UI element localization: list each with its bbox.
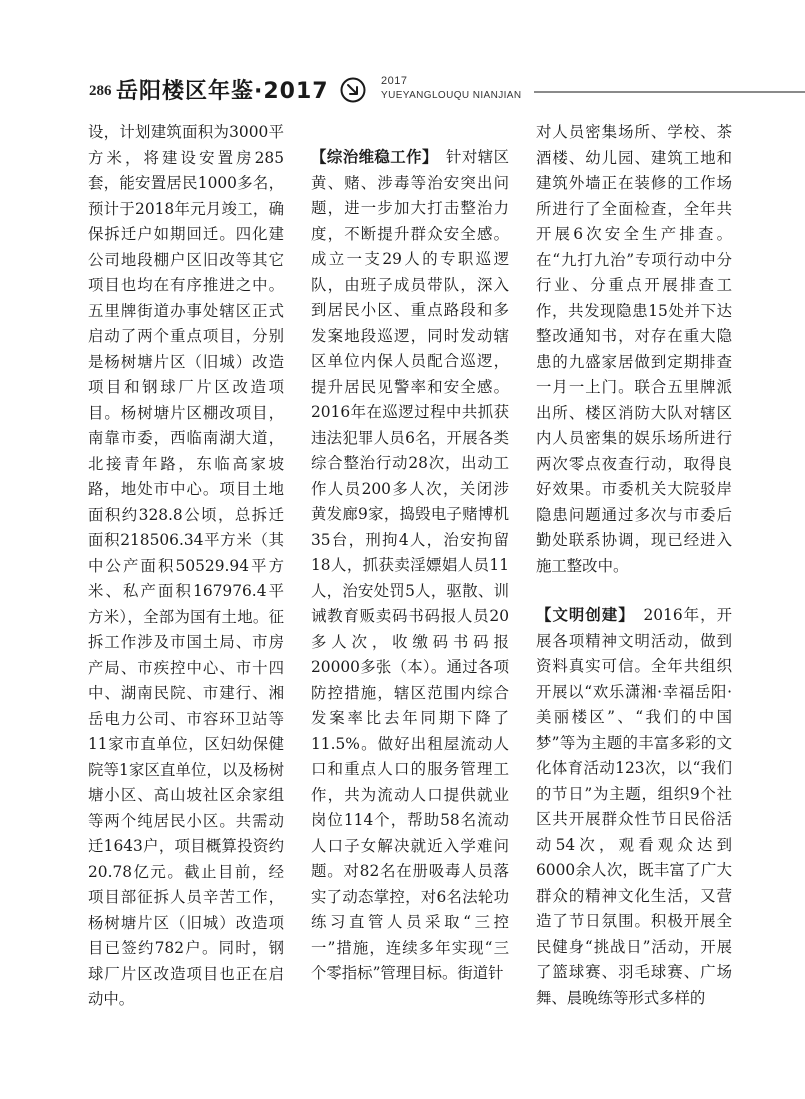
paragraph: 设，计划建筑面积为3000平方米，将建设安置房285套，能安置居民1000多名，预计于2018年元月竣工，确保拆迁户如期回迁。四化建公司地段棚户区旧改等其它项目也均在有序推进之中。五里牌街道办事处辖区正式启动了两个重点项目，分别是杨树塘片区（旧城）改造项目和钢球厂片区改造项目。杨树塘片区棚改项目，南靠市委，西临南湖大道，北接青年路，东临高家坡路，地处市中心。项目土地面积约328.8公顷，总拆迁面积218506.34平方米（其中公产面积50529.94平方米、私产面积167976.4平方米），全部为国有土地。征拆工作涉及市国土局、市房产局、市疾控中心、市十四中、湖南民院、市建行、湘岳电力公司、市容环卫站等11家市直单位，区妇幼保健院等1家区直单位，以及杨树塘小区、高山坡社区余家组等两个纯居民小区。共需动迁1643户，项目概算投资约20.78亿元。截止目前，经项目部征拆人员辛苦工作，杨树塘片区（旧城）改造项目已签约782户。同时，钢球厂片区改造项目也正在启动中。	[88, 123, 284, 1008]
paragraph	[311, 145, 509, 987]
paragraph-gap	[536, 579, 732, 603]
paragraph-body: 2016年，开展各项精神文明活动，做到资料真实可信。全年共组织开展以“欢乐潇湘·幸福岳阳·美丽楼区”、“我们的中国梦”等为主题的丰富多彩的文化体育活动123次，以“我们的节日”为主题，组织9个社区共开展群众性节日民俗活动54次，观看观众达到6000余人次，既丰富了广大群众的精神文化生活，又营造了节日氛围。积极开展全民健身“挑战日”活动，开展了篮球赛、羽毛球赛、广场舞、晨晚练等形式多样的	[536, 606, 732, 1007]
paragraph-body: 针对辖区黄、赌、涉毒等治安突出问题，进一步加大打击整治力度，不断提升群众安全感。成立一支29人的专职巡逻队，由班子成员带队，深入到居民小区、重点路段和多发案地段巡逻，同时发动辖区单位内保人员配合巡逻，提升居民见警率和安全感。2016年在巡逻过程中共抓获违法犯罪人员6名，开展各类综合整治行动28次，出动工作人员200多人次，关闭涉黄发廊9家，捣毁电子赌博机35台，刑拘4人，治安拘留18人，抓获卖淫嫖娼人员11人，治安处罚5人，驱散、训诫教育贩卖码书码报人员20多人次，收缴码书码报20000多张（本）。通过各项防控措施，辖区范围内综合发案率比去年同期下降了11.5%。做好出租屋流动人口和重点人口的服务管理工作，共为流动人口提供就业岗位114个，帮助58名流动人口子女解决就近入学难问题。对82名在册吸毒人员落实了动态掌控，对6名法轮功练习直管人员采取“三控一”措施，连续多年实现“三个零指标”管理目标。街道针	[311, 148, 509, 982]
page-number: 286	[89, 83, 112, 99]
arrow-circle-icon	[340, 77, 366, 103]
page-header	[0, 0, 805, 120]
text-column-2	[311, 120, 509, 987]
paragraph: 对人员密集场所、学校、茶酒楼、幼儿园、建筑工地和建筑外墙正在装修的工作场所进行了全面检查，全年共开展6次安全生产排查。在“九打九治”专项行动中分行业、分重点开展排查工作，共发现隐患15处并下达整改通知书，对存在重大隐患的九盛家居做到定期排查一月一上门。联合五里牌派出所、楼区消防大队对辖区内人员密集的娱乐场所进行两次零点夜查行动，取得良好效果。市委机关大院驳岸隐患问题通过多次与市委后勤处联系协调，现已经进入施工整改中。	[536, 123, 732, 575]
text-column-1	[88, 120, 284, 1013]
section-heading: 【综治维稳工作】	[311, 148, 431, 166]
header-year: 2017	[381, 75, 408, 87]
header-subtitle: YUEYANGLOUQU NIANJIAN	[381, 90, 522, 101]
yearbook-title: 岳阳楼区年鉴·2017	[116, 79, 329, 104]
section-heading: 【文明创建】	[536, 606, 628, 624]
paragraph	[536, 603, 732, 1011]
text-column-3	[536, 120, 732, 1011]
header-rule	[534, 91, 805, 93]
